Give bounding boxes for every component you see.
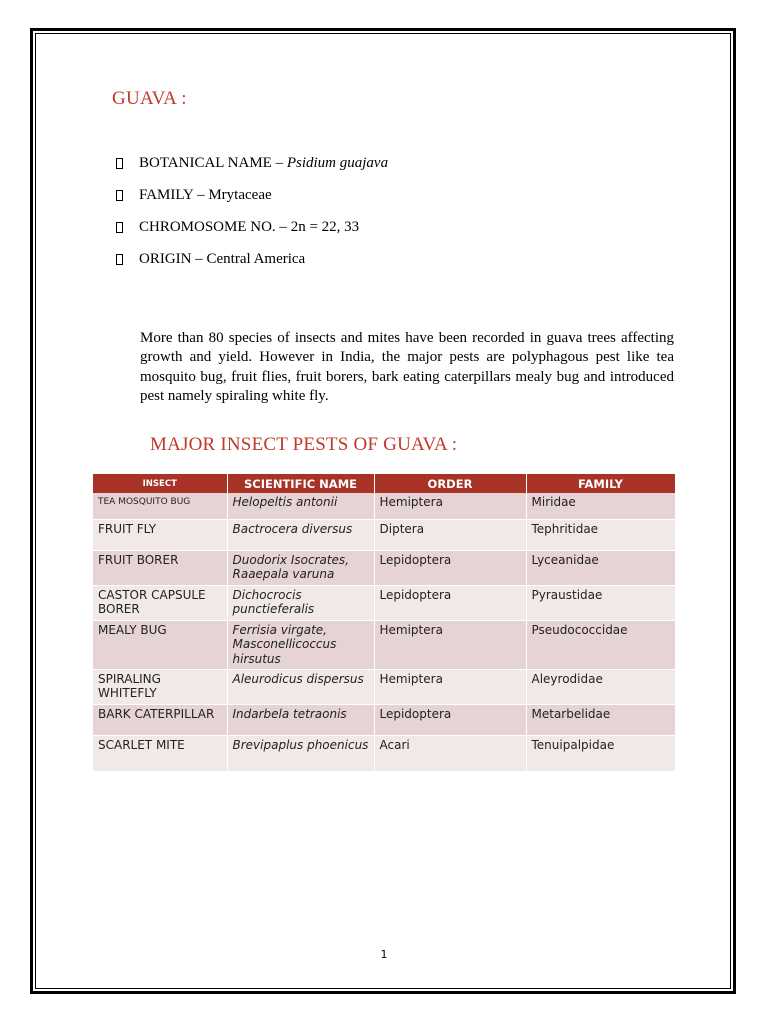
cell-insect: CASTOR CAPSULE BORER bbox=[93, 585, 227, 620]
cell-insect: SCARLET MITE bbox=[93, 735, 227, 771]
fact-label: BOTANICAL NAME – bbox=[139, 155, 284, 171]
intro-paragraph: More than 80 species of insects and mites have been recorded in guava trees affecting growth and yield. However in India, the major pests are polyphagous pest like tea mosquito bug, fruit flies, fruit borers, bark eating caterpillars mealy bug and introduced pest namely spiraling white fly. bbox=[140, 330, 674, 404]
cell-insect: MEALY BUG bbox=[93, 620, 227, 669]
fact-label: CHROMOSOME NO. – bbox=[139, 219, 287, 235]
cell-order: Lepidoptera bbox=[374, 585, 526, 620]
table-row bbox=[93, 585, 675, 620]
cell-order: Acari bbox=[374, 735, 526, 771]
cell-scientific-name: Bactrocera diversus bbox=[227, 519, 374, 550]
facts-list bbox=[116, 155, 388, 283]
cell-insect: FRUIT FLY bbox=[93, 519, 227, 550]
column-header-order: ORDER bbox=[374, 474, 526, 493]
cell-order: Hemiptera bbox=[374, 493, 526, 519]
cell-insect: SPIRALING WHITEFLY bbox=[93, 669, 227, 704]
pests-table bbox=[93, 474, 676, 772]
table-row bbox=[93, 620, 675, 669]
fact-botanical-name bbox=[116, 155, 388, 187]
cell-family: Lyceanidae bbox=[526, 550, 675, 585]
cell-scientific-name: Dichocrocis punctieferalis bbox=[227, 585, 374, 620]
page-number: 1 bbox=[380, 948, 388, 961]
cell-insect: TEA MOSQUITO BUG bbox=[93, 493, 227, 519]
bullet-icon bbox=[116, 219, 139, 237]
cell-scientific-name: Duodorix Isocrates, Raaepala varuna bbox=[227, 550, 374, 585]
cell-scientific-name: Indarbela tetraonis bbox=[227, 704, 374, 735]
fact-origin bbox=[116, 251, 388, 283]
page-title: GUAVA : bbox=[112, 88, 187, 109]
table-row bbox=[93, 704, 675, 735]
fact-value: 2n = 22, 33 bbox=[290, 219, 360, 235]
column-header-family: FAMILY bbox=[526, 474, 675, 493]
cell-family: Miridae bbox=[526, 493, 675, 519]
cell-order: Hemiptera bbox=[374, 620, 526, 669]
cell-scientific-name: Ferrisia virgate, Masconellicoccus hirsutus bbox=[227, 620, 374, 669]
cell-order: Hemiptera bbox=[374, 669, 526, 704]
cell-insect: FRUIT BORER bbox=[93, 550, 227, 585]
column-header-scientific-name: SCIENTIFIC NAME bbox=[227, 474, 374, 493]
table-row bbox=[93, 493, 675, 519]
cell-family: Tephritidae bbox=[526, 519, 675, 550]
cell-order: Diptera bbox=[374, 519, 526, 550]
table-row bbox=[93, 669, 675, 704]
cell-order: Lepidoptera bbox=[374, 550, 526, 585]
fact-value: Psidium guajava bbox=[286, 155, 389, 171]
fact-value: Mrytaceae bbox=[208, 187, 272, 203]
table-row bbox=[93, 519, 675, 550]
fact-label: FAMILY – bbox=[139, 187, 205, 203]
table-row bbox=[93, 550, 675, 585]
bullet-icon bbox=[116, 251, 139, 269]
fact-family bbox=[116, 187, 388, 219]
cell-scientific-name: Brevipaplus phoenicus bbox=[227, 735, 374, 771]
fact-chromosome-no bbox=[116, 219, 388, 251]
table-row bbox=[93, 735, 675, 771]
cell-scientific-name: Aleurodicus dispersus bbox=[227, 669, 374, 704]
cell-family: Pyraustidae bbox=[526, 585, 675, 620]
cell-insect: BARK CATERPILLAR bbox=[93, 704, 227, 735]
bullet-icon bbox=[116, 155, 139, 173]
cell-family: Aleyrodidae bbox=[526, 669, 675, 704]
fact-value: Central America bbox=[206, 251, 306, 267]
fact-label: ORIGIN – bbox=[139, 251, 203, 267]
bullet-icon bbox=[116, 187, 139, 205]
cell-family: Pseudococcidae bbox=[526, 620, 675, 669]
cell-order: Lepidoptera bbox=[374, 704, 526, 735]
column-header-insect: INSECT bbox=[93, 474, 227, 493]
cell-family: Metarbelidae bbox=[526, 704, 675, 735]
cell-scientific-name: Helopeltis antonii bbox=[227, 493, 374, 519]
section-title: MAJOR INSECT PESTS OF GUAVA : bbox=[150, 434, 458, 455]
cell-family: Tenuipalpidae bbox=[526, 735, 675, 771]
table-header-row bbox=[93, 474, 675, 493]
